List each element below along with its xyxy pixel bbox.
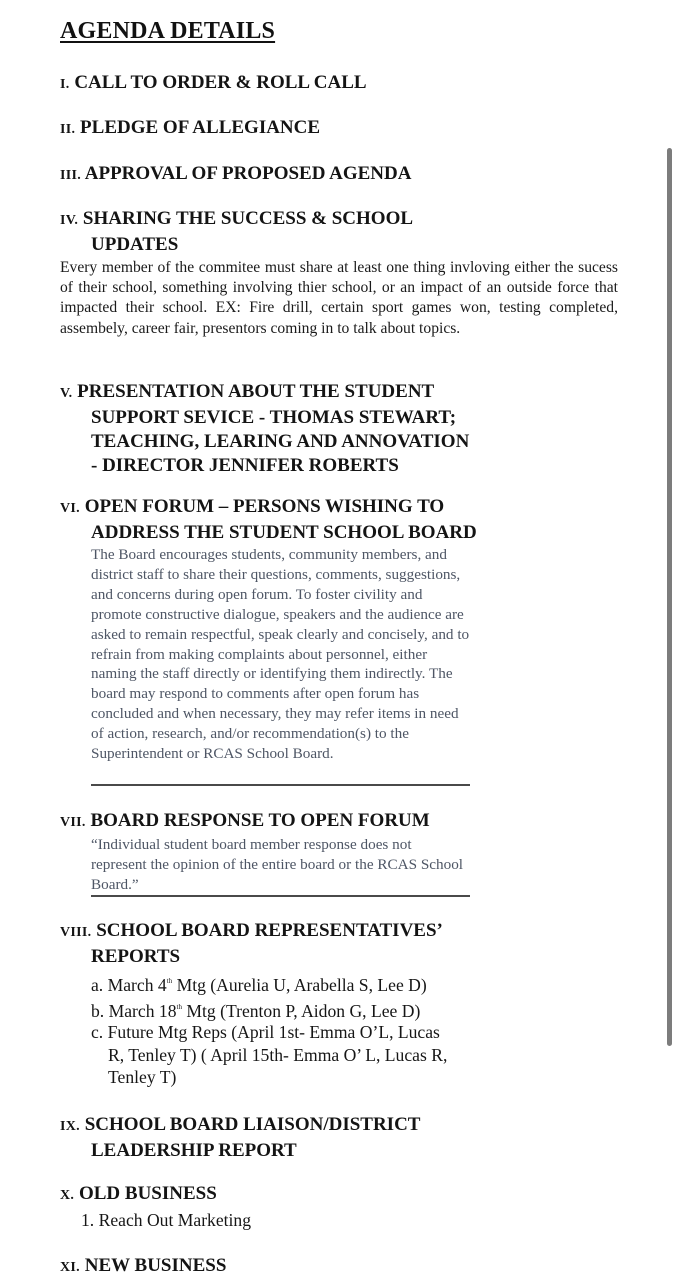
- item-number: VIII.: [60, 925, 92, 940]
- item-number: I.: [60, 77, 70, 92]
- agenda-item-5: [60, 380, 469, 478]
- report-item-a: a. March 4th Mtg (Aurelia U, Arabella S, Lee D): [91, 975, 427, 995]
- item-number: XI.: [60, 1260, 80, 1275]
- item-heading: APPROVAL OF PROPOSED AGENDA: [84, 163, 412, 184]
- agenda-item-4: [60, 207, 413, 257]
- agenda-item-11: [60, 1254, 226, 1280]
- item-heading: SCHOOL BOARD REPRESENTATIVES’: [96, 920, 443, 941]
- report-item-c: c. Future Mtg Reps (April 1st- Emma O’L, Lucas R, Tenley T) ( April 15th- Emma O’ L, Lucas R, Tenley T): [91, 1022, 448, 1087]
- item-heading-cont: ADDRESS THE STUDENT SCHOOL BOARD: [91, 522, 477, 543]
- agenda-item-7: [60, 809, 430, 835]
- page-title: AGENDA DETAILS: [60, 18, 276, 44]
- item-number: IX.: [60, 1119, 80, 1134]
- item-heading: CALL TO ORDER & ROLL CALL: [74, 72, 367, 93]
- vertical-scrollbar[interactable]: [667, 148, 672, 1046]
- item-heading-cont: SUPPORT SEVICE - THOMAS STEWART;: [91, 407, 457, 428]
- item-number: X.: [60, 1188, 75, 1203]
- agenda-item-8: [60, 919, 443, 969]
- agenda-item-10: [60, 1182, 217, 1208]
- item-heading-cont: LEADERSHIP REPORT: [91, 1140, 297, 1161]
- item-4-description: Every member of the commitee must share at least one thing invloving either the sucess of their school, something involving thier school, or an impact of an outside force that impacted their school. EX: Fire drill, certain sport games won, testing completed, assembely, career fair, presentors coming in to talk about topics.: [60, 259, 618, 337]
- item-heading: NEW BUSINESS: [84, 1255, 227, 1276]
- report-item-b: b. March 18th Mtg (Trenton P, Aidon G, Lee D): [91, 1001, 421, 1021]
- item-heading: OLD BUSINESS: [78, 1183, 217, 1204]
- board-response-note: “Individual student board member response does not represent the opinion of the entire board or the RCAS School Board.”: [91, 835, 470, 897]
- item-heading: SHARING THE SUCCESS & SCHOOL: [82, 208, 414, 229]
- item-number: III.: [60, 168, 82, 183]
- item-heading: PRESENTATION ABOUT THE STUDENT: [77, 381, 435, 402]
- agenda-item-2: [60, 116, 320, 142]
- item-heading: BOARD RESPONSE TO OPEN FORUM: [90, 810, 430, 831]
- agenda-item-9: [60, 1113, 420, 1163]
- agenda-item-1: [60, 71, 367, 97]
- item-heading: OPEN FORUM – PERSONS WISHING TO: [84, 496, 445, 517]
- item-heading: PLEDGE OF ALLEGIANCE: [80, 117, 321, 138]
- item-number: VI.: [60, 501, 80, 516]
- agenda-item-6: [60, 495, 477, 545]
- open-forum-note: The Board encourages students, community members, and district staff to share their questions, comments, suggestions, and concerns during open forum. To foster civility and promote constructive dialogue, speakers and the audience are asked to remain respectful, speak clearly and concisely, and to refrain from making complaints about personnel, either naming the staff directly or identifying them indirectly. The board may respond to comments after open forum has concluded and when necessary, they may refer items in need of action, research, and/or recommendation(s) to the Superintendent or RCAS School Board.: [91, 545, 470, 786]
- item-number: V.: [60, 386, 73, 401]
- item-heading-cont: TEACHING, LEARING AND ANNOVATION: [91, 431, 470, 452]
- item-number: IV.: [60, 213, 79, 228]
- item-number: II.: [60, 122, 76, 137]
- item-heading-cont: UPDATES: [91, 234, 179, 255]
- old-business-item-1: 1. Reach Out Marketing: [81, 1210, 252, 1230]
- item-heading: SCHOOL BOARD LIAISON/DISTRICT: [84, 1114, 421, 1135]
- agenda-item-3: [60, 162, 411, 188]
- item-heading-cont: - DIRECTOR JENNIFER ROBERTS: [91, 455, 399, 476]
- item-number: VII.: [60, 815, 86, 830]
- item-heading-cont: REPORTS: [91, 946, 181, 967]
